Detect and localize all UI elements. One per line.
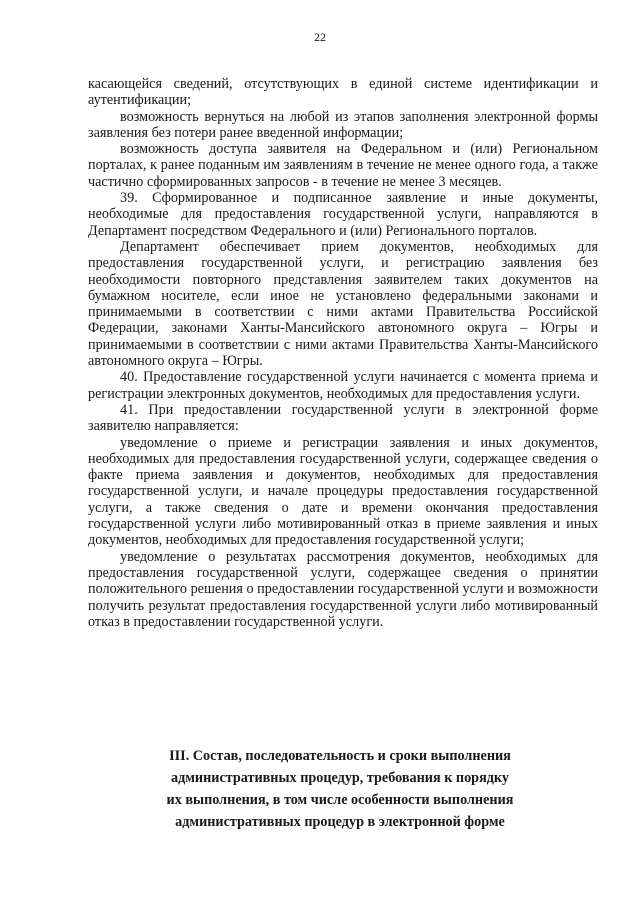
document-body — [88, 76, 598, 630]
paragraph-39: 39. Сформированное и подписанное заявление и иные документы, необходимые для предоставления государственной услуги, направляются в Департамент посредством Федерального и (или) Регионального порталов. — [88, 190, 598, 239]
section-heading-line: их выполнения, в том числе особенности выполнения — [166, 792, 514, 808]
section-heading-line: административных процедур в электронной форме — [175, 814, 505, 830]
paragraph-notice-receipt: уведомление о приеме и регистрации заявления и иных документов, необходимых для предоставления государственной услуги, содержащее сведения о факте приема заявления и документов, необходимых для предоставления государственной услуги, и начале процедуры предоставления государственной услуги, а также сведения о дате и времени окончания предоставления государственной услуги либо мотивированный отказ в приеме заявления и иных документов, необходимых для предоставления государственной услуги; — [88, 434, 598, 549]
paragraph-41: 41. При предоставлении государственной услуги в электронной форме заявителю направляется: — [88, 401, 598, 435]
section-heading — [110, 745, 570, 833]
paragraph-2: возможность вернуться на любой из этапов заполнения электронной формы заявления без потери ранее введенной информации; — [88, 108, 598, 141]
paragraph-notice-results: уведомление о результатах рассмотрения документов, необходимых для предоставления государственной услуги, содержащее сведения о принятии положительного решения о предоставлении государственной услуги и возможности получить результат предоставления государственной услуги либо мотивированный отказ в предоставлении государственной услуги. — [88, 548, 598, 630]
paragraph-department: Департамент обеспечивает прием документов, необходимых для предоставления государственной услуги, и регистрацию заявления без необходимости повторного представления заявителем таких документов на бумажном носителе, если иное не установлено федеральными законами и принимаемыми в соответствии с ними актами Правительства Российской Федерации, законами Ханты-Мансийского автономного округа – Югры и принимаемыми в соответствии с ними актами Правительства Ханты-Мансийского автономного округа – Югры. — [88, 238, 598, 370]
section-heading-line: административных процедур, требования к порядку — [170, 770, 509, 786]
paragraph-3: возможность доступа заявителя на Федеральном и (или) Региональном порталах, к ранее поданным им заявлениям в течение не менее одного года, а также частично сформированных запросов - в течение не менее 3 месяцев. — [88, 141, 598, 190]
paragraph-1: касающейся сведений, отсутствующих в единой системе идентификации и аутентификации; — [88, 76, 598, 109]
section-heading-line: III. Состав, последовательность и сроки выполнения — [169, 748, 511, 764]
page-number: 22 — [314, 30, 326, 44]
paragraph-40: 40. Предоставление государственной услуги начинается с момента приема и регистрации электронных документов, необходимых для предоставления услуги. — [88, 369, 598, 402]
